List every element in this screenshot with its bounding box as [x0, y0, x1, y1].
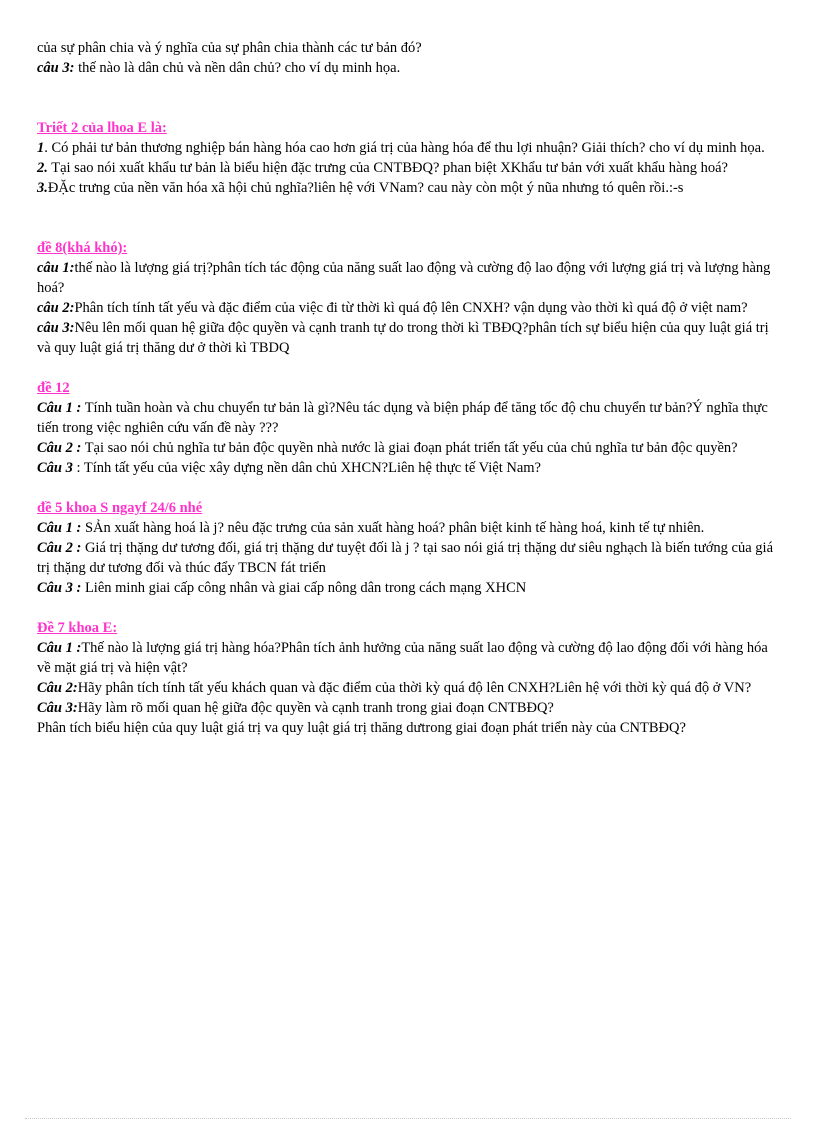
question-item	[37, 518, 782, 538]
question-label: 2.	[37, 160, 48, 176]
question-item	[37, 158, 782, 178]
page-bottom-divider	[25, 1118, 791, 1119]
question-text: Tại sao nói xuất khẩu tư bản là biểu hiện đặc trưng của CNTBĐQ? phan biệt XKhẩu tư bản với xuất khẩu hàng hoá?	[47, 160, 728, 176]
question-item	[37, 678, 782, 698]
intro-line	[37, 38, 782, 58]
question-label: Câu 3	[37, 460, 73, 476]
question-text: : Tính tất yếu của việc xây dựng nền dân chủ XHCN?Liên hệ thực tế Việt Nam?	[72, 460, 541, 476]
question-text: thế nào là lượng giá trị?phân tích tác động của năng suất lao động và cường độ lao động với lượng giá trị và lượng hàng hoá?	[37, 260, 771, 296]
question-item	[37, 298, 782, 318]
question-text: Phân tích biểu hiện của quy luật giá trị va quy luật giá trị thăng dưtrong giai đoạn phát triển này của CNTBĐQ?	[37, 720, 686, 736]
section-heading: đề 8(khá khó):	[37, 240, 128, 256]
section-heading: đề 5 khoa S ngayf 24/6 nhé	[37, 500, 203, 516]
question-label: câu 3:	[37, 60, 75, 76]
question-label: câu 2:	[37, 300, 75, 316]
question-text: Phân tích tính tất yếu và đặc điểm của việc đi từ thời kì quá độ lên CNXH? vận dụng vào thời kì quá độ ở việt nam?	[74, 300, 748, 316]
question-label: Câu 2 :	[37, 540, 82, 556]
question-item	[37, 398, 782, 438]
exam-section	[37, 498, 782, 598]
question-text: ĐẶc trưng của nền văn hóa xã hội chủ nghĩa?liên hệ với VNam? cau này còn một ý nũa nhưng tó quên rồi.:-s	[47, 180, 684, 196]
question-label: câu 3:	[37, 320, 75, 336]
question-item	[37, 178, 782, 198]
question-item	[37, 138, 782, 158]
section-heading: đề 12	[37, 380, 70, 396]
question-item	[37, 258, 782, 298]
question-text: Nêu lên mối quan hệ giữa độc quyền và cạnh tranh tự do trong thời kì TBĐQ?phân tích sự biểu hiện của quy luật giá trị và quy luật giá trị thăng dư ở thời kì TBDQ	[37, 320, 769, 356]
question-item	[37, 638, 782, 678]
question-text: Thế nào là lượng giá trị hàng hóa?Phân tích ảnh hưởng của năng suất lao động và cường độ lao động đối với hàng hóa về mặt giá trị và hiện vật?	[37, 640, 768, 676]
question-label: 3.	[37, 180, 48, 196]
exam-section	[37, 378, 782, 478]
spacer	[37, 98, 782, 118]
question-text: Giá trị thặng dư tương đối, giá trị thặng dư tuyệt đối là j ? tại sao nói giá trị thặng dư siêu nghạch là biến tướng của giá trị thặng dư tương đối và thúc đẩy TBCN fát triển	[37, 540, 774, 576]
spacer	[37, 358, 782, 378]
exam-section	[37, 238, 782, 358]
question-text: của sự phân chia và ý nghĩa của sự phân chia thành các tư bản đó?	[37, 40, 422, 56]
document-page	[37, 38, 782, 738]
exam-section	[37, 118, 782, 198]
spacer	[37, 478, 782, 498]
question-text: Tại sao nói chủ nghĩa tư bản độc quyền nhà nước là giai đoạn phát triển tất yếu của chủ nghĩa tư bản độc quyền?	[81, 440, 738, 456]
question-item	[37, 538, 782, 578]
question-item	[37, 578, 782, 598]
spacer	[37, 598, 782, 618]
spacer	[37, 218, 782, 238]
question-text: Hãy phân tích tính tất yếu khách quan và đặc điểm của thời kỳ quá độ lên CNXH?Liên hệ với thời kỳ quá độ ở VN?	[77, 680, 752, 696]
question-label: Câu 1 :	[37, 400, 82, 416]
question-label: câu 1:	[37, 260, 75, 276]
question-label: Câu 2:	[37, 680, 78, 696]
question-label: Câu 3:	[37, 700, 78, 716]
question-item	[37, 698, 782, 718]
intro-line	[37, 58, 782, 78]
section-heading: Triết 2 của lhoa E là:	[37, 120, 167, 136]
question-text: Tính tuần hoàn và chu chuyển tư bản là gì?Nêu tác dụng và biện pháp để tăng tốc độ chu chuyển tư bản?Ý nghĩa thực tiến trong việc nghiên cứu vấn đề này ???	[37, 400, 768, 436]
question-label: Câu 1 :	[37, 520, 82, 536]
question-item	[37, 458, 782, 478]
question-label: Câu 1 :	[37, 640, 82, 656]
section-heading: Đề 7 khoa E:	[37, 620, 118, 636]
question-label: Câu 3 :	[37, 580, 82, 596]
spacer	[37, 78, 782, 98]
question-text: . Có phải tư bản thương nghiệp bán hàng hóa cao hơn giá trị của hàng hóa để thu lợi nhuận? Giải thích? cho ví dụ minh họa.	[44, 140, 765, 156]
question-item	[37, 318, 782, 358]
question-item	[37, 718, 782, 738]
exam-section	[37, 618, 782, 738]
question-text: Liên minh giai cấp công nhân và giai cấp nông dân trong cách mạng XHCN	[81, 580, 527, 596]
question-label: Câu 2 :	[37, 440, 82, 456]
question-text: thế nào là dân chủ và nền dân chủ? cho ví dụ minh họa.	[74, 60, 401, 76]
question-item	[37, 438, 782, 458]
question-label: 1	[37, 140, 45, 156]
spacer	[37, 198, 782, 218]
question-text: Hãy làm rõ mối quan hệ giữa độc quyền và cạnh tranh trong giai đoạn CNTBĐQ?	[77, 700, 554, 716]
question-text: SẢn xuất hàng hoá là j? nêu đặc trưng của sản xuất hàng hoá? phân biệt kinh tế hàng hoá, kinh tế tự nhiên.	[81, 520, 705, 536]
